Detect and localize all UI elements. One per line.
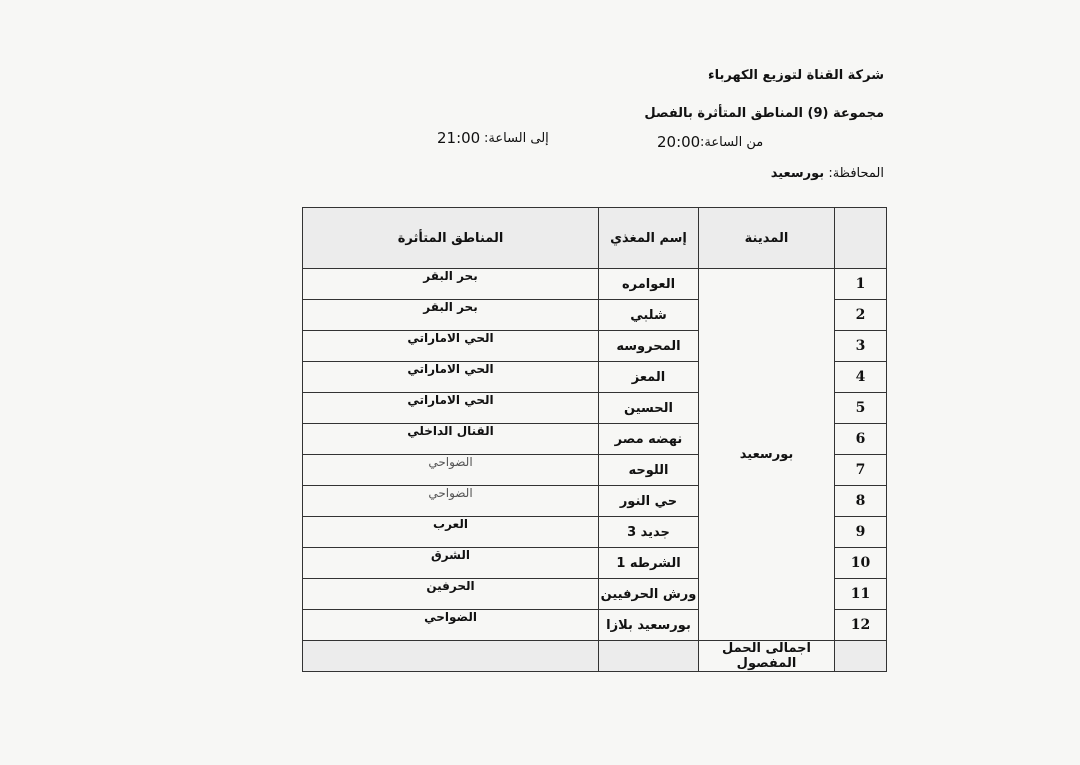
affected-area: الحي الاماراتي xyxy=(303,331,599,362)
feeder-name: نهضه مصر xyxy=(599,424,699,455)
feeder-name: جديد 3 xyxy=(599,517,699,548)
outage-table xyxy=(302,207,887,672)
row-number: 12 xyxy=(835,610,887,641)
feeder-name: اللوحه xyxy=(599,455,699,486)
row-number: 10 xyxy=(835,548,887,579)
row-number: 3 xyxy=(835,331,887,362)
city-cell: بورسعيد xyxy=(699,269,835,641)
affected-area: بحر البقر xyxy=(303,300,599,331)
affected-area: القنال الداخلي xyxy=(303,424,599,455)
affected-area: الضواحي xyxy=(303,455,599,486)
affected-area: الشرق xyxy=(303,548,599,579)
row-number: 9 xyxy=(835,517,887,548)
company-name: شركة القناة لتوزيع الكهرباء xyxy=(707,68,884,83)
affected-area: الحي الاماراتي xyxy=(303,362,599,393)
feeder-name: الحسين xyxy=(599,393,699,424)
total-blank-cell xyxy=(835,641,887,672)
affected-area: الحي الاماراتي xyxy=(303,393,599,424)
feeder-name: ورش الحرفيين xyxy=(599,579,699,610)
table-row xyxy=(303,269,887,300)
header-areas: المناطق المتأثرة xyxy=(303,208,599,269)
total-value-cell xyxy=(599,641,699,672)
affected-area: الحرفين xyxy=(303,579,599,610)
affected-area: العرب xyxy=(303,517,599,548)
from-time-value: 20:00 xyxy=(657,133,701,151)
governorate-label: المحافظة: xyxy=(828,166,884,181)
affected-area: بحر البقر xyxy=(303,269,599,300)
affected-area: الضواحي xyxy=(303,610,599,641)
feeder-name: الشرطه 1 xyxy=(599,548,699,579)
feeder-name: المحروسه xyxy=(599,331,699,362)
row-number: 7 xyxy=(835,455,887,486)
row-number: 2 xyxy=(835,300,887,331)
governorate-line xyxy=(771,166,884,181)
feeder-name: المعز xyxy=(599,362,699,393)
row-number: 4 xyxy=(835,362,887,393)
header-number xyxy=(835,208,887,269)
feeder-name: العوامره xyxy=(599,269,699,300)
total-blank-cell xyxy=(303,641,599,672)
header-feeder: إسم المغذي xyxy=(599,208,699,269)
from-time-label: من الساعة: xyxy=(700,135,764,150)
row-number: 5 xyxy=(835,393,887,424)
total-label: اجمالى الحمل المفصول xyxy=(699,641,835,672)
feeder-name: شلبي xyxy=(599,300,699,331)
to-time-value: 21:00 xyxy=(437,129,481,147)
row-number: 6 xyxy=(835,424,887,455)
row-number: 8 xyxy=(835,486,887,517)
feeder-name: حي النور xyxy=(599,486,699,517)
total-row xyxy=(303,641,887,672)
governorate-value: بورسعيد xyxy=(770,166,825,181)
table-header-row xyxy=(303,208,887,269)
to-time-label: إلى الساعة: xyxy=(484,131,549,146)
row-number: 11 xyxy=(835,579,887,610)
header-city: المدينة xyxy=(699,208,835,269)
group-title: مجموعة (9) المناطق المتأثرة بالفصل xyxy=(644,106,884,121)
feeder-name: بورسعيد بلازا xyxy=(599,610,699,641)
affected-area: الضواحي xyxy=(303,486,599,517)
row-number: 1 xyxy=(835,269,887,300)
